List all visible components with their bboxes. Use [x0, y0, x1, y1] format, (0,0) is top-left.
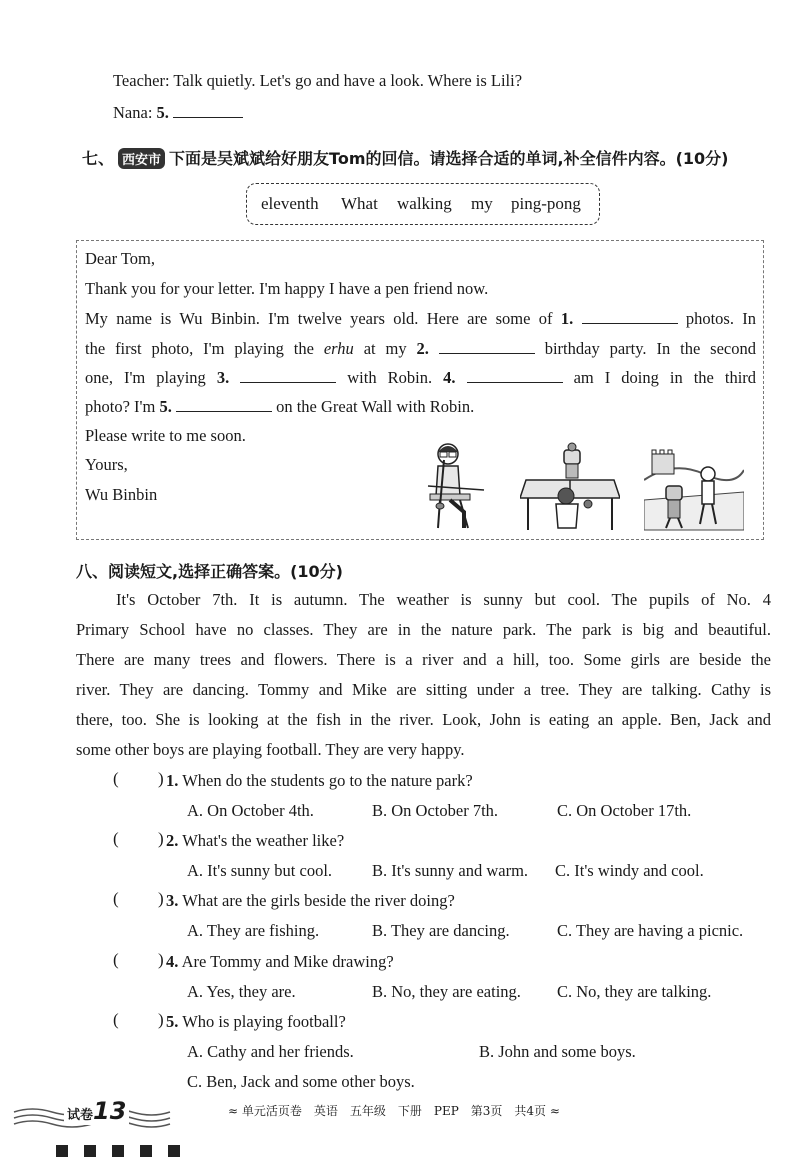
letter-text: one, I'm playing: [85, 368, 206, 387]
answer-paren-close[interactable]: ): [158, 769, 164, 788]
passage-line: [116, 590, 771, 610]
ping-pong-illustration: [520, 440, 620, 532]
footer-square: [168, 1145, 180, 1157]
blank-number: 2.: [416, 339, 429, 358]
word-option[interactable]: eleventh: [261, 194, 319, 213]
answer-paren-open[interactable]: (: [113, 889, 119, 908]
dialog-nana-line: [113, 103, 243, 123]
answer-blank-4[interactable]: [467, 368, 563, 383]
footer-badge: [64, 1097, 129, 1125]
passage-line: there, too. She is looking at the fish in the river. Look, John is eating an apple. Ben, Jack and: [76, 710, 771, 729]
option-a[interactable]: A. On October 4th.: [187, 801, 314, 820]
letter-text: at my: [363, 339, 407, 358]
letter-line: Thank you for your letter. I'm happy I have a pen friend now.: [85, 279, 489, 298]
section7-instruction: 下面是吴斌斌给好朋友Tom的回信。请选择合适的单词,补全信件内容。(10分): [169, 149, 729, 168]
letter-italic-word: erhu: [323, 339, 354, 358]
option-a[interactable]: A. Yes, they are.: [187, 982, 296, 1001]
answer-blank[interactable]: [173, 103, 243, 118]
passage-line: some other boys are playing football. They are very happy.: [76, 740, 465, 759]
option-c[interactable]: C. It's windy and cool.: [555, 861, 704, 880]
word-option[interactable]: my: [471, 194, 493, 213]
letter-closing: Please write to me soon.: [85, 426, 246, 445]
blank-number: 4.: [443, 368, 456, 387]
letter-text: birthday party. In the second: [544, 339, 756, 358]
question-text: What's the weather like?: [182, 831, 345, 850]
answer-blank-2[interactable]: [439, 339, 535, 354]
letter-greeting: Dear Tom,: [85, 249, 156, 268]
answer-blank-5[interactable]: [176, 397, 272, 412]
letter-text: photo? I'm: [85, 397, 156, 416]
section7-prefix: 七、: [82, 149, 115, 168]
answer-paren-open[interactable]: (: [113, 1010, 119, 1029]
word-option[interactable]: walking: [397, 194, 452, 213]
question-number: 2.: [166, 831, 179, 850]
letter-line: [85, 309, 756, 329]
answer-paren-close[interactable]: ): [158, 1010, 164, 1029]
question-text: Are Tommy and Mike drawing?: [181, 952, 394, 971]
footer-square: [84, 1145, 96, 1157]
option-a[interactable]: A. It's sunny but cool.: [187, 861, 333, 880]
great-wall-illustration: [644, 440, 744, 532]
footer-square: [112, 1145, 124, 1157]
footer-square: [56, 1145, 68, 1157]
option-c[interactable]: C. Ben, Jack and some other boys.: [187, 1072, 415, 1091]
question-number: 1.: [166, 771, 179, 790]
word-bank: [246, 183, 600, 225]
passage-line: There are many trees and flowers. There is a river and a hill, too. Some girls are beside the: [76, 650, 771, 669]
question-3: [166, 891, 455, 911]
question-text: Who is playing football?: [182, 1012, 346, 1031]
footer-square: [140, 1145, 152, 1157]
option-b[interactable]: B. On October 7th.: [372, 801, 499, 820]
region-tag: 西安市: [118, 148, 165, 169]
nana-label: Nana:: [113, 103, 153, 122]
answer-paren-close[interactable]: ): [158, 829, 164, 848]
option-c[interactable]: C. They are having a picnic.: [557, 921, 744, 940]
passage-line: Primary School have no classes. They are in the nature park. The park is big and beautiful.: [76, 620, 771, 639]
answer-paren-open[interactable]: (: [113, 769, 119, 788]
footer-page-number: 13: [93, 1097, 127, 1125]
answer-paren-close[interactable]: ): [158, 889, 164, 908]
section8-heading: 八、阅读短文,选择正确答案。(10分): [76, 562, 343, 581]
question-5: [166, 1012, 346, 1032]
section7-heading: [82, 146, 728, 169]
letter-line: [85, 339, 756, 359]
option-b[interactable]: B. They are dancing.: [372, 921, 510, 940]
option-c[interactable]: C. On October 17th.: [557, 801, 692, 820]
question-2: [166, 831, 344, 851]
dialog-teacher-line: Teacher: Talk quietly. Let's go and have a look. Where is Lili?: [113, 71, 523, 90]
question-number: 5.: [166, 1012, 179, 1031]
option-a[interactable]: A. Cathy and her friends.: [187, 1042, 354, 1061]
word-option[interactable]: ping-pong: [511, 194, 581, 213]
question-number: 3.: [166, 891, 179, 910]
letter-text: am I doing in the third: [573, 368, 757, 387]
option-a[interactable]: A. They are fishing.: [187, 921, 320, 940]
erhu-player-illustration: [420, 440, 492, 532]
answer-paren-open[interactable]: (: [113, 829, 119, 848]
question-1: [166, 771, 473, 791]
letter-text: photos. In: [685, 309, 757, 328]
answer-paren-open[interactable]: (: [113, 950, 119, 969]
word-option[interactable]: What: [341, 194, 378, 213]
letter-line: [85, 397, 474, 417]
letter-text: on the Great Wall with Robin.: [276, 397, 475, 416]
letter-closing: Yours,: [85, 455, 128, 474]
question-text: When do the students go to the nature park?: [182, 771, 473, 790]
passage-text: It's October 7th. It is autumn. The weather is sunny but cool. The pupils of No. 4: [116, 590, 771, 609]
option-b[interactable]: B. John and some boys.: [479, 1042, 636, 1061]
option-b[interactable]: B. It's sunny and warm.: [372, 861, 529, 880]
passage-line: river. They are dancing. Tommy and Mike are sitting under a tree. They are talking. Cathy is: [76, 680, 771, 699]
answer-blank-1[interactable]: [582, 309, 678, 324]
question-4: [166, 952, 394, 972]
question-number: 4.: [166, 952, 179, 971]
letter-line: [85, 368, 756, 388]
letter-signature: Wu Binbin: [85, 485, 158, 504]
answer-paren-close[interactable]: ): [158, 950, 164, 969]
footer-info: ≈ 单元活页卷 英语 五年级 下册 PEP 第3页 共4页 ≈: [228, 1104, 560, 1118]
footer-label: 试卷: [67, 1108, 94, 1123]
letter-text: My name is Wu Binbin. I'm twelve years old. Here are some of: [85, 309, 553, 328]
option-c[interactable]: C. No, they are talking.: [557, 982, 712, 1001]
answer-blank-3[interactable]: [240, 368, 336, 383]
blank-number: 3.: [216, 368, 230, 387]
letter-text: with Robin.: [347, 368, 433, 387]
question-number: 5.: [156, 103, 169, 122]
blank-number: 5.: [159, 397, 172, 416]
blank-number: 1.: [560, 309, 574, 328]
letter-text: the first photo, I'm playing the: [85, 339, 314, 358]
question-text: What are the girls beside the river doing?: [182, 891, 455, 910]
option-b[interactable]: B. No, they are eating.: [372, 982, 521, 1001]
